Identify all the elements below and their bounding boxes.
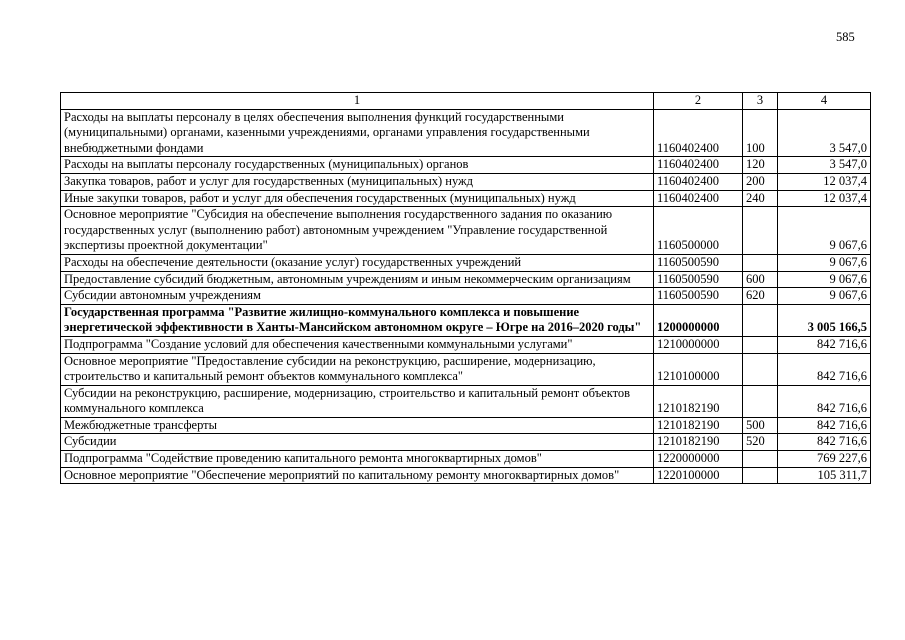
table-row xyxy=(61,467,871,484)
table-row xyxy=(61,190,871,207)
row-code-cell: 1200000000 xyxy=(654,304,743,336)
row-code-cell: 1210100000 xyxy=(654,353,743,385)
row-type-cell xyxy=(743,336,778,353)
row-name-cell: Подпрограмма "Содействие проведению капитального ремонта многоквартирных домов" xyxy=(61,451,654,468)
row-name-cell: Основное мероприятие "Обеспечение мероприятий по капитальному ремонту многоквартирных домов" xyxy=(61,467,654,484)
budget-table xyxy=(60,92,871,484)
row-type-cell xyxy=(743,254,778,271)
row-type-cell xyxy=(743,207,778,255)
row-type-cell xyxy=(743,451,778,468)
row-code-cell: 1220000000 xyxy=(654,451,743,468)
row-code-cell: 1160500590 xyxy=(654,271,743,288)
row-name-cell: Подпрограмма "Создание условий для обеспечения качественными коммунальными услугами" xyxy=(61,336,654,353)
row-amount-cell: 9 067,6 xyxy=(778,271,871,288)
row-code-cell: 1160500590 xyxy=(654,288,743,305)
table-row xyxy=(61,434,871,451)
row-amount-cell: 9 067,6 xyxy=(778,254,871,271)
row-amount-cell: 842 716,6 xyxy=(778,353,871,385)
row-amount-cell: 3 547,0 xyxy=(778,109,871,157)
row-type-cell: 200 xyxy=(743,173,778,190)
table-row xyxy=(61,254,871,271)
table-row xyxy=(61,336,871,353)
row-code-cell: 1210000000 xyxy=(654,336,743,353)
table-row xyxy=(61,173,871,190)
row-amount-cell: 12 037,4 xyxy=(778,173,871,190)
row-type-cell: 240 xyxy=(743,190,778,207)
table-row xyxy=(61,288,871,305)
row-code-cell: 1160500000 xyxy=(654,207,743,255)
row-name-cell: Субсидии на реконструкцию, расширение, модернизацию, строительство и капитальный ремонт объектов коммунального комплекса xyxy=(61,385,654,417)
row-amount-cell: 3 547,0 xyxy=(778,157,871,174)
row-amount-cell: 9 067,6 xyxy=(778,288,871,305)
row-type-cell xyxy=(743,467,778,484)
table-row xyxy=(61,304,871,336)
row-code-cell: 1160402400 xyxy=(654,109,743,157)
row-type-cell xyxy=(743,385,778,417)
header-cell-1: 1 xyxy=(61,93,654,110)
header-cell-3: 3 xyxy=(743,93,778,110)
row-amount-cell: 842 716,6 xyxy=(778,417,871,434)
row-amount-cell: 105 311,7 xyxy=(778,467,871,484)
row-amount-cell: 12 037,4 xyxy=(778,190,871,207)
row-name-cell: Основное мероприятие "Предоставление субсидии на реконструкцию, расширение, модернизацию, строительство и капитальный ремонт объектов коммунального комплекса" xyxy=(61,353,654,385)
table-row xyxy=(61,385,871,417)
table-row xyxy=(61,207,871,255)
row-code-cell: 1160402400 xyxy=(654,190,743,207)
row-code-cell: 1160402400 xyxy=(654,157,743,174)
row-amount-cell: 842 716,6 xyxy=(778,336,871,353)
table-row xyxy=(61,271,871,288)
row-type-cell: 120 xyxy=(743,157,778,174)
row-amount-cell: 842 716,6 xyxy=(778,385,871,417)
row-type-cell: 600 xyxy=(743,271,778,288)
row-name-cell: Предоставление субсидий бюджетным, автономным учреждениям и иным некоммерческим организациям xyxy=(61,271,654,288)
row-code-cell: 1220100000 xyxy=(654,467,743,484)
row-type-cell: 100 xyxy=(743,109,778,157)
row-code-cell: 1160500590 xyxy=(654,254,743,271)
row-name-cell: Расходы на выплаты персоналу в целях обеспечения выполнения функций государственными (муниципальными) органами, казенными учреждениями, органами управления государственными внебюджетными фондами xyxy=(61,109,654,157)
row-code-cell: 1210182190 xyxy=(654,434,743,451)
row-name-cell: Закупка товаров, работ и услуг для государственных (муниципальных) нужд xyxy=(61,173,654,190)
table-row xyxy=(61,417,871,434)
row-name-cell: Основное мероприятие "Субсидия на обеспечение выполнения государственного задания по оказанию государственных услуг (выполнению работ) автономным учреждением "Управление государственной экспертизы проектной документации" xyxy=(61,207,654,255)
header-cell-2: 2 xyxy=(654,93,743,110)
row-name-cell: Субсидии xyxy=(61,434,654,451)
row-type-cell xyxy=(743,353,778,385)
row-amount-cell: 842 716,6 xyxy=(778,434,871,451)
row-name-cell: Межбюджетные трансферты xyxy=(61,417,654,434)
row-name-cell: Расходы на выплаты персоналу государственных (муниципальных) органов xyxy=(61,157,654,174)
row-amount-cell: 9 067,6 xyxy=(778,207,871,255)
row-type-cell: 500 xyxy=(743,417,778,434)
row-code-cell: 1210182190 xyxy=(654,417,743,434)
row-name-cell: Расходы на обеспечение деятельности (оказание услуг) государственных учреждений xyxy=(61,254,654,271)
row-type-cell xyxy=(743,304,778,336)
page-number: 585 xyxy=(836,30,855,44)
header-cell-4: 4 xyxy=(778,93,871,110)
row-type-cell: 520 xyxy=(743,434,778,451)
row-type-cell: 620 xyxy=(743,288,778,305)
table-row xyxy=(61,109,871,157)
table-row xyxy=(61,451,871,468)
row-amount-cell: 3 005 166,5 xyxy=(778,304,871,336)
row-name-cell: Субсидии автономным учреждениям xyxy=(61,288,654,305)
table-row xyxy=(61,353,871,385)
table-row xyxy=(61,157,871,174)
row-code-cell: 1160402400 xyxy=(654,173,743,190)
table-header-row xyxy=(61,93,871,110)
row-name-cell: Государственная программа "Развитие жилищно-коммунального комплекса и повышение энергетической эффективности в Ханты-Мансийском автономном округе – Югре на 2016–2020 годы" xyxy=(61,304,654,336)
row-name-cell: Иные закупки товаров, работ и услуг для обеспечения государственных (муниципальных) нужд xyxy=(61,190,654,207)
row-amount-cell: 769 227,6 xyxy=(778,451,871,468)
row-code-cell: 1210182190 xyxy=(654,385,743,417)
